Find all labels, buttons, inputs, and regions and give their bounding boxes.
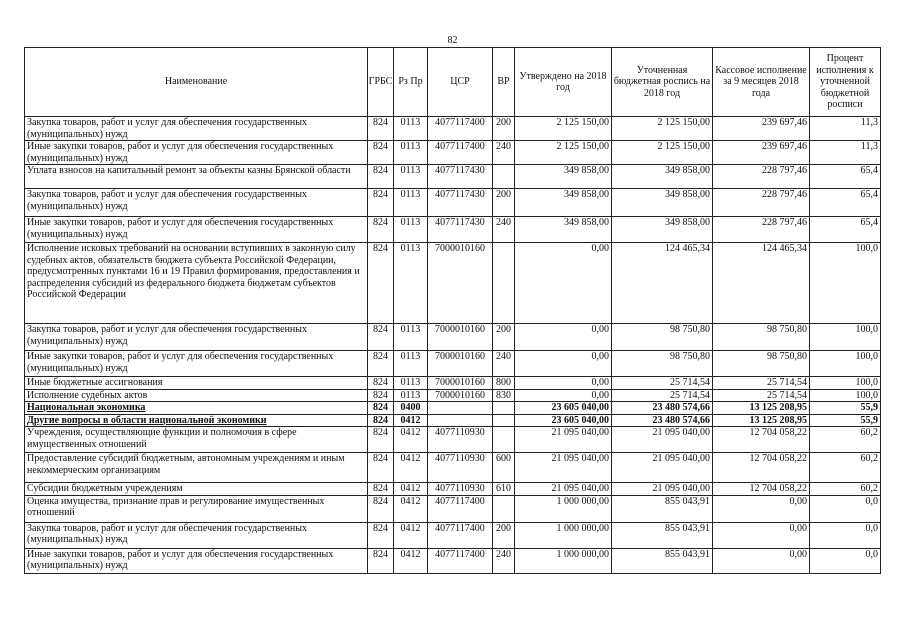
cell-name: Предоставление субсидий бюджетным, автономным учреждениям и иным некоммерческим организациям (25, 453, 368, 483)
cell-cash: 228 797,46 (713, 217, 810, 243)
cell-grbs: 824 (368, 351, 394, 377)
cell-rzpr: 0113 (394, 377, 428, 390)
cell-approved: 0,00 (515, 243, 612, 324)
cell-name: Исполнение исковых требований на основании вступивших в законную силу судебных актов, обязательств бюджета субъекта Российской Федерации, предусмотренных пунктами 16 и 19 Правил формирования, предоставления и распределения субсидий из федерального бюджета бюджетам субъектов Российской Федерации (25, 243, 368, 324)
cell-approved: 23 605 040,00 (515, 414, 612, 427)
cell-grbs: 824 (368, 324, 394, 351)
cell-approved: 21 095 040,00 (515, 483, 612, 496)
table-row (25, 414, 881, 427)
page-number: 82 (447, 35, 458, 46)
cell-name: Закупка товаров, работ и услуг для обеспечения государственных (муниципальных) нужд (25, 522, 368, 548)
table-row (25, 351, 881, 377)
cell-cash: 12 704 058,22 (713, 483, 810, 496)
cell-vr (493, 427, 515, 453)
cell-name: Оценка имущества, признание прав и регулирование имущественных отношений (25, 495, 368, 522)
cell-rzpr: 0113 (394, 141, 428, 165)
cell-csr: 4077110930 (428, 483, 493, 496)
cell-grbs: 824 (368, 495, 394, 522)
cell-percent: 60,2 (810, 427, 881, 453)
cell-percent: 100,0 (810, 351, 881, 377)
cell-grbs: 824 (368, 189, 394, 217)
cell-refined: 98 750,80 (612, 324, 713, 351)
budget-table (24, 47, 881, 574)
header-approved: Утверждено на 2018 год (515, 48, 612, 117)
cell-refined: 23 480 574,66 (612, 402, 713, 415)
header-name: Наименование (25, 48, 368, 117)
cell-name: Иные закупки товаров, работ и услуг для обеспечения государственных (муниципальных) нужд (25, 217, 368, 243)
table-row (25, 453, 881, 483)
cell-csr: 4077117430 (428, 165, 493, 189)
cell-approved: 2 125 150,00 (515, 117, 612, 141)
cell-percent: 100,0 (810, 377, 881, 390)
cell-grbs: 824 (368, 414, 394, 427)
cell-rzpr: 0113 (394, 324, 428, 351)
cell-cash: 239 697,46 (713, 117, 810, 141)
cell-cash: 12 704 058,22 (713, 427, 810, 453)
cell-name: Уплата взносов на капитальный ремонт за объекты казны Брянской области (25, 165, 368, 189)
cell-percent: 0,0 (810, 495, 881, 522)
cell-rzpr: 0113 (394, 243, 428, 324)
table-body (25, 117, 881, 574)
cell-percent: 11,3 (810, 117, 881, 141)
cell-approved: 1 000 000,00 (515, 495, 612, 522)
cell-cash: 0,00 (713, 522, 810, 548)
cell-csr: 4077117430 (428, 189, 493, 217)
cell-name: Иные закупки товаров, работ и услуг для обеспечения государственных (муниципальных) нужд (25, 548, 368, 573)
cell-approved: 21 095 040,00 (515, 427, 612, 453)
cell-cash: 239 697,46 (713, 141, 810, 165)
table-row (25, 377, 881, 390)
cell-name: Учреждения, осуществляющие функции и полномочия в сфере имущественных отношений (25, 427, 368, 453)
cell-vr (493, 243, 515, 324)
cell-approved: 349 858,00 (515, 189, 612, 217)
cell-approved: 1 000 000,00 (515, 522, 612, 548)
cell-rzpr: 0113 (394, 389, 428, 402)
cell-csr (428, 402, 493, 415)
cell-name: Иные закупки товаров, работ и услуг для обеспечения государственных (муниципальных) нужд (25, 141, 368, 165)
cell-csr: 4077117400 (428, 495, 493, 522)
cell-rzpr: 0412 (394, 414, 428, 427)
cell-csr: 7000010160 (428, 377, 493, 390)
table-row (25, 389, 881, 402)
cell-vr: 240 (493, 217, 515, 243)
cell-csr: 4077110930 (428, 427, 493, 453)
cell-csr: 4077117400 (428, 117, 493, 141)
cell-grbs: 824 (368, 117, 394, 141)
cell-refined: 855 043,91 (612, 495, 713, 522)
cell-vr (493, 414, 515, 427)
cell-cash: 25 714,54 (713, 389, 810, 402)
cell-approved: 0,00 (515, 324, 612, 351)
cell-vr: 610 (493, 483, 515, 496)
cell-cash: 13 125 208,95 (713, 414, 810, 427)
cell-csr (428, 414, 493, 427)
cell-percent: 60,2 (810, 453, 881, 483)
cell-vr: 200 (493, 522, 515, 548)
table-row (25, 495, 881, 522)
cell-percent: 100,0 (810, 243, 881, 324)
cell-cash: 0,00 (713, 495, 810, 522)
header-percent: Процент исполнения к уточненной бюджетной росписи (810, 48, 881, 117)
cell-percent: 65,4 (810, 217, 881, 243)
cell-vr (493, 165, 515, 189)
cell-csr: 4077110930 (428, 453, 493, 483)
table-row (25, 165, 881, 189)
table-row (25, 522, 881, 548)
header-csr: ЦСР (428, 48, 493, 117)
cell-cash: 0,00 (713, 548, 810, 573)
cell-cash: 98 750,80 (713, 351, 810, 377)
cell-grbs: 824 (368, 522, 394, 548)
cell-approved: 1 000 000,00 (515, 548, 612, 573)
table-row (25, 427, 881, 453)
table-row (25, 324, 881, 351)
cell-grbs: 824 (368, 243, 394, 324)
cell-cash: 98 750,80 (713, 324, 810, 351)
cell-refined: 855 043,91 (612, 522, 713, 548)
cell-approved: 349 858,00 (515, 217, 612, 243)
cell-rzpr: 0412 (394, 453, 428, 483)
cell-refined: 855 043,91 (612, 548, 713, 573)
header-vr: ВР (493, 48, 515, 117)
cell-grbs: 824 (368, 548, 394, 573)
cell-refined: 25 714,54 (612, 377, 713, 390)
header-cash: Кассовое исполнение за 9 месяцев 2018 года (713, 48, 810, 117)
cell-percent: 0,0 (810, 548, 881, 573)
cell-csr: 4077117400 (428, 548, 493, 573)
cell-refined: 25 714,54 (612, 389, 713, 402)
cell-grbs: 824 (368, 427, 394, 453)
cell-rzpr: 0113 (394, 165, 428, 189)
cell-csr: 7000010160 (428, 243, 493, 324)
cell-refined: 124 465,34 (612, 243, 713, 324)
cell-refined: 23 480 574,66 (612, 414, 713, 427)
cell-percent: 65,4 (810, 189, 881, 217)
cell-rzpr: 0113 (394, 351, 428, 377)
table-row (25, 117, 881, 141)
cell-csr: 4077117430 (428, 217, 493, 243)
cell-approved: 0,00 (515, 377, 612, 390)
cell-percent: 65,4 (810, 165, 881, 189)
header-rzpr: Рз Пр (394, 48, 428, 117)
cell-vr (493, 402, 515, 415)
cell-approved: 23 605 040,00 (515, 402, 612, 415)
table-row (25, 483, 881, 496)
cell-rzpr: 0412 (394, 483, 428, 496)
cell-name: Национальная экономика (25, 402, 368, 415)
cell-refined: 98 750,80 (612, 351, 713, 377)
cell-vr: 200 (493, 324, 515, 351)
cell-vr (493, 495, 515, 522)
cell-approved: 0,00 (515, 351, 612, 377)
header-grbs: ГРБС (368, 48, 394, 117)
cell-rzpr: 0400 (394, 402, 428, 415)
cell-percent: 55,9 (810, 414, 881, 427)
cell-name: Иные закупки товаров, работ и услуг для обеспечения государственных (муниципальных) нужд (25, 351, 368, 377)
cell-vr: 200 (493, 189, 515, 217)
table-row (25, 548, 881, 573)
cell-vr: 240 (493, 141, 515, 165)
cell-vr: 800 (493, 377, 515, 390)
cell-refined: 349 858,00 (612, 217, 713, 243)
cell-grbs: 824 (368, 141, 394, 165)
cell-percent: 100,0 (810, 324, 881, 351)
header-refined: Уточненная бюджетная роспись на 2018 год (612, 48, 713, 117)
cell-refined: 21 095 040,00 (612, 483, 713, 496)
cell-csr: 4077117400 (428, 522, 493, 548)
table-row (25, 217, 881, 243)
table-row (25, 189, 881, 217)
cell-percent: 0,0 (810, 522, 881, 548)
cell-name: Закупка товаров, работ и услуг для обеспечения государственных (муниципальных) нужд (25, 117, 368, 141)
header-row (25, 48, 881, 117)
cell-csr: 7000010160 (428, 324, 493, 351)
cell-vr: 240 (493, 351, 515, 377)
table-row (25, 141, 881, 165)
cell-vr: 200 (493, 117, 515, 141)
cell-name: Иные бюджетные ассигнования (25, 377, 368, 390)
cell-name: Субсидии бюджетным учреждениям (25, 483, 368, 496)
cell-percent: 60,2 (810, 483, 881, 496)
cell-refined: 2 125 150,00 (612, 117, 713, 141)
cell-vr: 240 (493, 548, 515, 573)
cell-grbs: 824 (368, 377, 394, 390)
cell-grbs: 824 (368, 217, 394, 243)
cell-approved: 21 095 040,00 (515, 453, 612, 483)
cell-rzpr: 0412 (394, 548, 428, 573)
cell-rzpr: 0113 (394, 189, 428, 217)
cell-rzpr: 0412 (394, 495, 428, 522)
cell-rzpr: 0113 (394, 117, 428, 141)
cell-cash: 12 704 058,22 (713, 453, 810, 483)
cell-refined: 2 125 150,00 (612, 141, 713, 165)
cell-refined: 349 858,00 (612, 165, 713, 189)
cell-cash: 13 125 208,95 (713, 402, 810, 415)
cell-approved: 2 125 150,00 (515, 141, 612, 165)
cell-name: Закупка товаров, работ и услуг для обеспечения государственных (муниципальных) нужд (25, 324, 368, 351)
cell-rzpr: 0113 (394, 217, 428, 243)
cell-approved: 349 858,00 (515, 165, 612, 189)
cell-rzpr: 0412 (394, 427, 428, 453)
cell-refined: 21 095 040,00 (612, 453, 713, 483)
cell-percent: 100,0 (810, 389, 881, 402)
cell-grbs: 824 (368, 483, 394, 496)
cell-grbs: 824 (368, 453, 394, 483)
cell-grbs: 824 (368, 165, 394, 189)
cell-cash: 228 797,46 (713, 189, 810, 217)
cell-cash: 228 797,46 (713, 165, 810, 189)
cell-name: Другие вопросы в области национальной экономики (25, 414, 368, 427)
cell-csr: 4077117400 (428, 141, 493, 165)
cell-vr: 830 (493, 389, 515, 402)
cell-vr: 600 (493, 453, 515, 483)
cell-grbs: 824 (368, 389, 394, 402)
cell-cash: 25 714,54 (713, 377, 810, 390)
cell-rzpr: 0412 (394, 522, 428, 548)
cell-name: Закупка товаров, работ и услуг для обеспечения государственных (муниципальных) нужд (25, 189, 368, 217)
cell-grbs: 824 (368, 402, 394, 415)
cell-name: Исполнение судебных актов (25, 389, 368, 402)
cell-approved: 0,00 (515, 389, 612, 402)
cell-csr: 7000010160 (428, 389, 493, 402)
cell-refined: 21 095 040,00 (612, 427, 713, 453)
cell-refined: 349 858,00 (612, 189, 713, 217)
cell-cash: 124 465,34 (713, 243, 810, 324)
cell-percent: 55,9 (810, 402, 881, 415)
table-row (25, 402, 881, 415)
cell-percent: 11,3 (810, 141, 881, 165)
table-row (25, 243, 881, 324)
cell-csr: 7000010160 (428, 351, 493, 377)
